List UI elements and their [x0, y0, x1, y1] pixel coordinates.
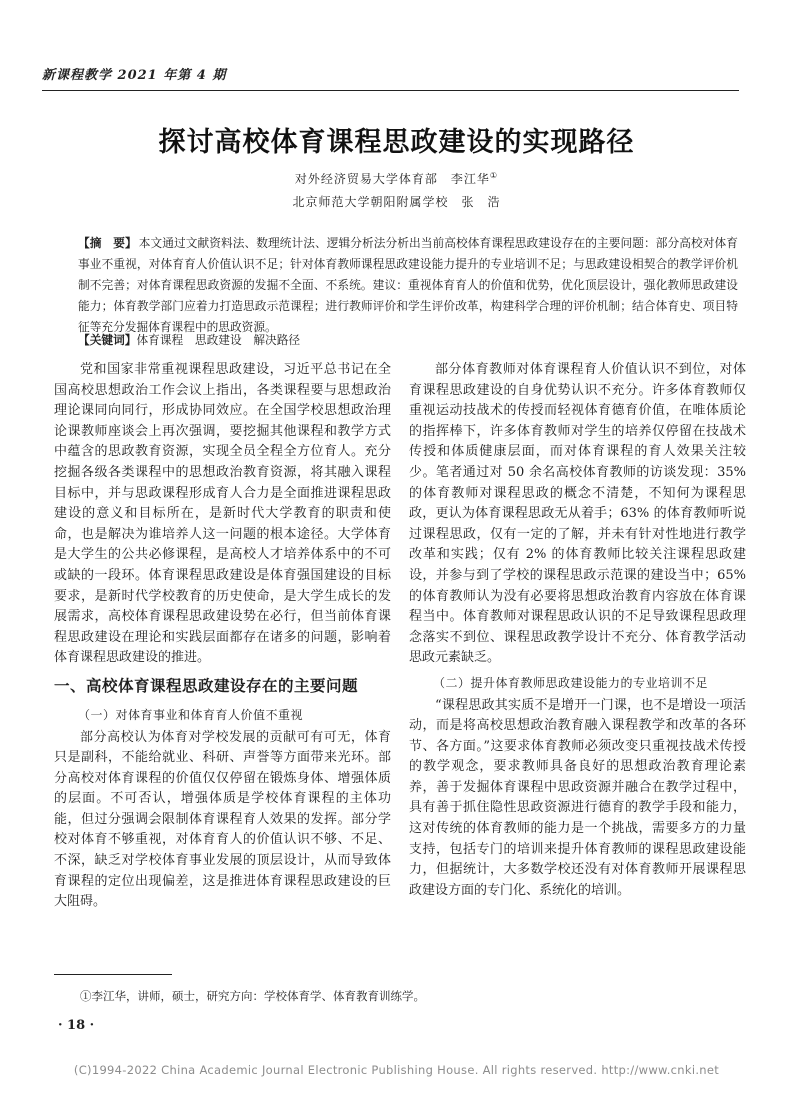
keywords — [78, 332, 738, 348]
copyright-line: (C)1994-2022 China Academic Journal Electronic Publishing House. All rights reserved. http://www.cnki.net — [73, 1063, 720, 1077]
intro-paragraph: 党和国家非常重视课程思政建设，习近平总书记在全国高校思想政治工作会议上指出，各类课程要与思想政治理论课同向同行，形成协同效应。在全国学校思想政治理论课教师座谈会上再次强调，要挖掘其他课程和教学方式中蕴含的思政教育资源，实现全员全程全方位育人。充分挖掘各级各类课程中的思想政治教育资源，将其融入课程目标中，并与思政课程形成育人合力是全面推进课程思政建设的意义和目标所在，是新时代大学教育的职责和使命，也是解决为谁培养人这一问题的根本途径。大学体育是大学生的公共必修课程，是高校人才培养体系中的不可或缺的一段环。体育课程思政建设是体育强国建设的目标要求，是新时代学校教育的历史使命，是大学生成长的发展需求，高校体育课程思政建设势在必行，但当前体育课程思政建设在理论和实践层面都存在诸多的问题，影响着体育课程思政建设的推进。 — [54, 362, 391, 666]
abstract-text: 本文通过文献资料法、数理统计法、逻辑分析法分析出当前高校体育课程思政建设存在的主要问题：部分高校对体育事业不重视，对体育育人价值认识不足；针对体育教师课程思政建设能力提升的专业培训不足；与思政建设相契合的教学评价机制不完善；对体育课程思政资源的发掘不全面、不系统。建议：重视体育育人的价值和优势，优化顶层设计，强化教师思政建设能力；体育教学部门应着力打造思政示范课程；进行教师评价和学生评价改革，构建科学合理的评价机制；结合体育史、项目特征等充分发掘体育课程中的思政资源。 — [78, 236, 738, 334]
journal-header: 新课程教学 2021 年第 4 期 — [42, 68, 227, 83]
author-1-text: 对外经济贸易大学体育部 李江华 — [294, 172, 490, 186]
right-paragraph-1: 部分体育教师对体育课程育人价值认识不到位，对体育课程思政建设的自身优势认识不充分。许多体育教师仅重视运动技战术的传授而轻视体育德育价值，在唯体质论的指挥棒下，许多体育教师对学生的培养仅停留在技战术传授和体质健康层面，而对体育课程的育人效果关注较少。笔者通过对 50 余名高校体育教师的访谈发现：35% 的体育教师对课程思政的概念不清楚，不知何为课程思政，更认为体育课程思政无从着手；63% 的体育教师听说过课程思政，仅有一定的了解，并未有针对性地进行教学改革和实践；仅有 2% 的体育教师比较关注课程思政建设，并参与到了学校的课程思政示范课的建设当中；65% 的体育教师认为没有必要将思想政治教育内容放在体育课程当中。体育教师对课程思政认识的不足导致课程思政理念落实不到位、课程思政教学设计不充分、体育教学活动思政元素缺乏。 — [409, 362, 746, 666]
footnote: ①李江华，讲师，硕士，研究方向：学校体育学、体育教育训练学。 — [80, 989, 425, 1003]
left-column — [54, 360, 391, 913]
right-paragraph-2: “课程思政其实质不是增开一门课，也不是增设一项活动，而是将高校思想政治教育融入课程教学和改革的各环节、各方面。”这要求体育教师必须改变只重视技战术传授的教学观念，要求教师具备良好的思想政治教育理论素养，善于发掘体育课程中思政资源并融合在教学过程中，具有善于抓住隐性思政资源进行德育的教学手段和能力，这对传统的体育教师的能力是一个挑战，需要多方的力量支持，包括专门的培训来提升体育教师的课程思政建设能力，但据统计，大多数学校还没有对体育教师开展课程思政建设方面的专门化、系统化的培训。 — [409, 697, 746, 898]
footnote-rule — [54, 974, 172, 975]
header-rule — [42, 90, 739, 91]
footnote-mark: ① — [489, 171, 499, 180]
abstract-label: 【摘 要】 — [78, 236, 137, 250]
author-line-2 — [0, 193, 793, 210]
author-line-1 — [0, 170, 793, 187]
subsection-2-heading: （二）提升体育教师思政建设能力的专业培训不足 — [433, 675, 709, 690]
right-column — [409, 360, 746, 901]
page-number: · 18 · — [58, 1018, 95, 1033]
subsection-1-paragraph: 部分高校认为体育对学校发展的贡献可有可无，体育只是副科，不能给就业、科研、声誉等方面带来光环。部分高校对体育课程的价值仅仅停留在锻炼身体、增强体质的层面。不可否认，增强体质是学校体育课程的主体功能，但过分强调会限制体育课程育人效果的发挥。部分学校对体育不够重视，对体育育人的价值认识不够、不足、不深，缺乏对学校体育事业发展的顶层设计，从而导致体育课程的定位出现偏差，这是推进体育课程思政建设的巨大阻碍。 — [54, 729, 391, 910]
author-2-text: 北京师范大学朝阳附属学校 张 浩 — [292, 195, 501, 209]
abstract — [78, 233, 738, 338]
subsection-1-heading: （一）对体育事业和体育育人价值不重视 — [78, 707, 304, 722]
section-1-heading: 一、高校体育课程思政建设存在的主要问题 — [54, 676, 359, 695]
keywords-label: 【关键词】 — [78, 333, 137, 347]
article-title: 探讨高校体育课程思政建设的实现路径 — [158, 127, 635, 158]
keywords-text: 体育课程 思政建设 解决路径 — [136, 333, 301, 347]
